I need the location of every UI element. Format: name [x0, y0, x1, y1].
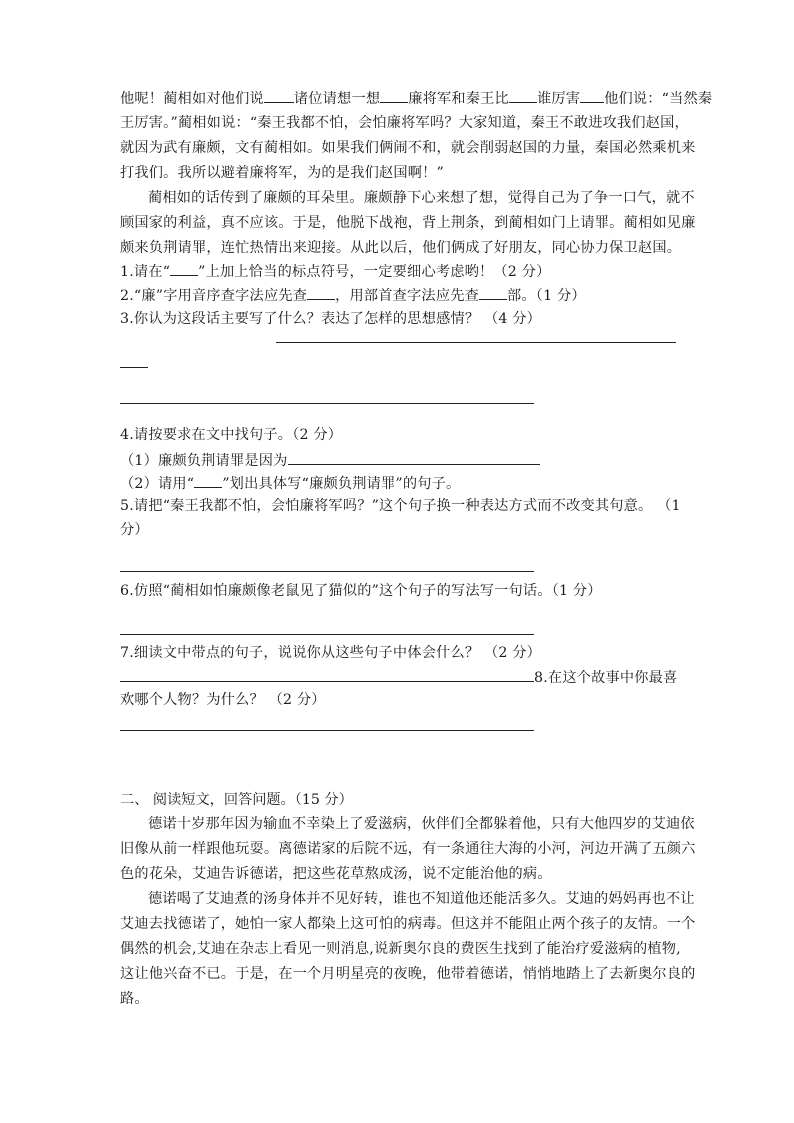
passage1-line2: 王厉害。”蔺相如说：“秦王我都不怕，会怕廉将军吗？大家知道，秦王不敢进攻我们赵国，: [120, 115, 689, 131]
passage2-line8: 路。: [120, 991, 149, 1007]
answer-blank[interactable]: [194, 473, 222, 488]
punct-blank[interactable]: [580, 88, 604, 103]
passage2-line1: 德诺十岁那年因为输血不幸染上了爱滋病，伙伴们全都躲着他，只有大他四岁的艾迪依: [148, 816, 695, 832]
question-8-line2: 欢哪个人物？为什么？ （2 分）: [120, 692, 326, 708]
answer-blank[interactable]: [288, 450, 540, 465]
passage2-line5: 艾迪去找德诺了，她怕一家人都染上这可怕的病毒。但这并不能阻止两个孩子的友情。一个: [120, 916, 696, 932]
question-5-cont: 分）: [120, 522, 149, 538]
question-8-line1: 8.在这个故事中你最喜: [120, 667, 677, 688]
passage2-line6: 偶然的机会,艾迪在杂志上看见一则消息,说新奥尔良的费医生找到了能治疗爱滋病的植物,: [120, 941, 681, 957]
passage1-line4: 打我们。我所以避着廉将军，为的是我们赵国啊！”: [120, 165, 444, 181]
question-3: 3.你认为这段话主要写了什么？表达了怎样的思想感情？ （4 分）: [120, 311, 542, 327]
passage1-line3: 就因为武有廉颇，文有蔺相如。如果我们俩闹不和，就会削弱赵国的力量，秦国必然乘机来: [120, 140, 696, 156]
question-2: 2.“廉”字用音序查字法应先查 ，用部首查字法应先查 部。（1 分）: [120, 285, 586, 306]
answer-blank[interactable]: [170, 261, 198, 276]
question-7: 7.细读文中带点的句子，说说你从这些句子中体会什么？ （2 分）: [120, 645, 542, 661]
punct-blank[interactable]: [380, 88, 408, 103]
passage1-line5: 蔺相如的话传到了廉颇的耳朵里。廉颇静下心来想了想，觉得自己为了争一口气，就不: [148, 190, 695, 206]
punct-blank[interactable]: [509, 88, 537, 103]
question-4-1: （1）廉颇负荆请罪是因为: [120, 450, 540, 471]
answer-blank[interactable]: [120, 667, 534, 682]
answer-blank[interactable]: [479, 285, 507, 300]
answer-line[interactable]: [276, 342, 676, 343]
answer-line[interactable]: [120, 571, 534, 572]
passage1-line7: 颇来负荆请罪，连忙热情出来迎接。从此以后，他们俩成了好朋友，同心协力保卫赵国。: [120, 240, 682, 256]
answer-line[interactable]: [120, 634, 534, 635]
question-6: 6.仿照“蔺相如怕廉颇像老鼠见了猫似的”这个句子的写法写一句话。（1 分）: [120, 583, 602, 599]
passage2-line2: 旧像从前一样跟他玩耍。离德诺家的后院不远，有一条通往大海的小河，河边开满了五颜六: [120, 841, 696, 857]
question-5: 5.请把“秦王我都不怕，会怕廉将军吗？”这个句子换一种表达方式而不改变其句意。 （1: [120, 498, 681, 514]
passage2-line3: 色的花朵，艾迪告诉德诺，把这些花草熬成汤，说不定能治他的病。: [120, 866, 552, 882]
passage2-line4: 德诺喝了艾迪煮的汤身体并不见好转，谁也不知道他还能活多久。艾迪的妈妈再也不让: [148, 891, 695, 907]
question-4: 4.请按要求在文中找句子。（2 分）: [120, 427, 343, 443]
answer-line[interactable]: [120, 730, 534, 731]
passage1-line1: 他呢！蔺相如对他们说 诸位请想一想 廉将军和秦王比 谁厉害 他们说：“当然秦: [120, 88, 712, 109]
question-4-2: （2）请用“ ”划出具体写“廉颇负荆请罪”的句子。: [120, 473, 460, 494]
punct-blank[interactable]: [264, 88, 294, 103]
answer-blank[interactable]: [307, 285, 335, 300]
answer-line[interactable]: [120, 403, 534, 404]
question-1: 1.请在“ ”上加上恰当的标点符号，一定要细心考虑哟！（2 分）: [120, 261, 550, 282]
section-2-heading: 二、 阅读短文，回答问题。（15 分）: [120, 792, 353, 808]
answer-line[interactable]: [120, 367, 148, 368]
passage1-line6: 顾国家的利益，真不应该。于是，他脱下战袍，背上荆条，到蔺相如门上请罪。蔺相如见廉: [120, 215, 696, 231]
passage2-line7: 这让他兴奋不已。于是，在一个月明星亮的夜晚，他带着德诺，悄悄地踏上了去新奥尔良的: [120, 966, 696, 982]
